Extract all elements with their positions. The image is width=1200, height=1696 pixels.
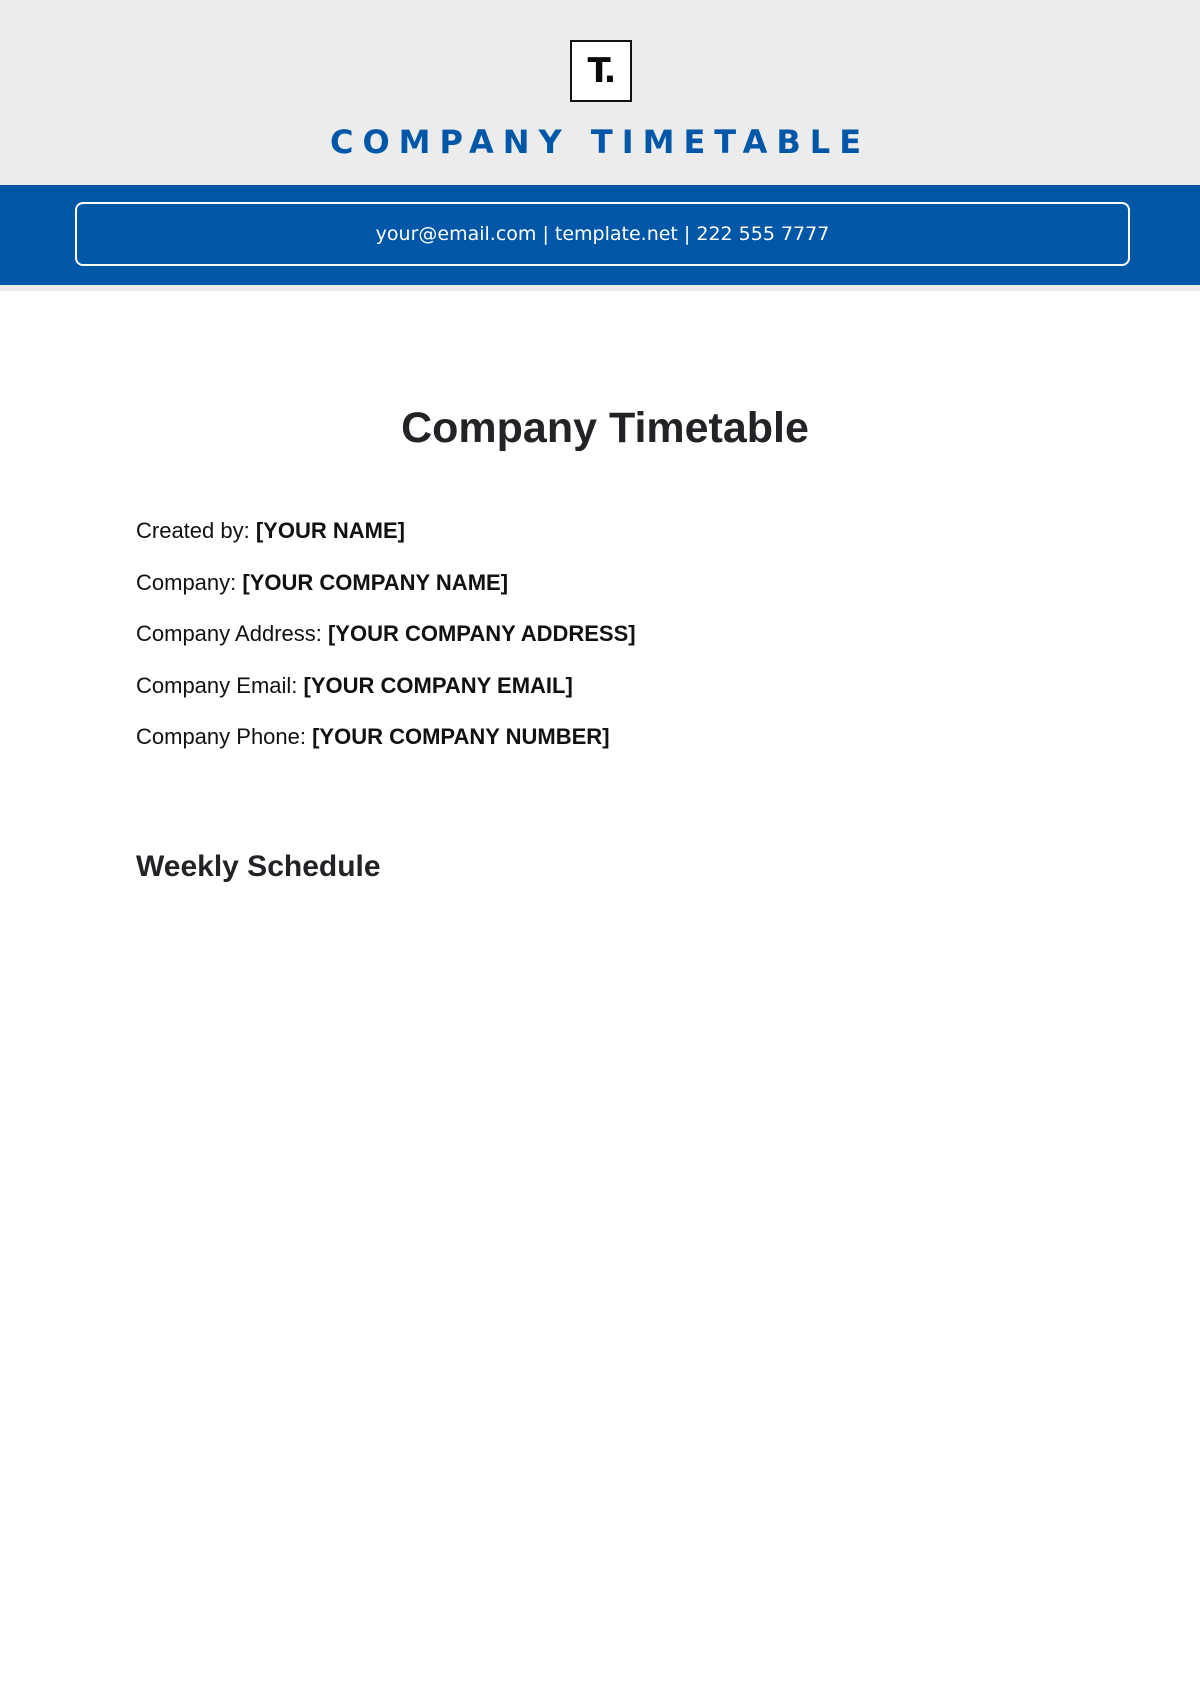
- contact-info: your@email.com | template.net | 222 555 7777: [75, 202, 1130, 266]
- info-label: Company Phone:: [136, 724, 313, 749]
- brand-title: COMPANY TIMETABLE: [329, 123, 871, 161]
- info-value: [YOUR NAME]: [255, 518, 405, 543]
- info-row-created-by: [136, 514, 1036, 566]
- info-list: [136, 514, 1036, 772]
- info-row-company-address: [136, 617, 1036, 669]
- info-label: Created by:: [136, 518, 256, 543]
- info-value: [YOUR COMPANY NAME]: [242, 569, 509, 595]
- page-title: Company Timetable: [401, 404, 809, 452]
- section-heading-weekly-schedule: Weekly Schedule: [136, 850, 381, 883]
- info-row-company-email: [136, 669, 1036, 721]
- info-value: [YOUR COMPANY NUMBER]: [312, 724, 610, 749]
- contact-band: [0, 185, 1200, 285]
- logo: [570, 40, 632, 102]
- divider: [0, 285, 1200, 291]
- info-row-company-phone: [136, 720, 1036, 772]
- info-row-company: [136, 566, 1036, 618]
- info-value: [YOUR COMPANY EMAIL]: [303, 672, 573, 698]
- info-label: Company:: [136, 569, 243, 595]
- info-label: Company Email:: [136, 672, 304, 698]
- header-banner: [0, 0, 1200, 185]
- info-label: Company Address:: [136, 621, 328, 646]
- info-value: [YOUR COMPANY ADDRESS]: [327, 621, 636, 646]
- logo-mark: T.: [587, 51, 615, 91]
